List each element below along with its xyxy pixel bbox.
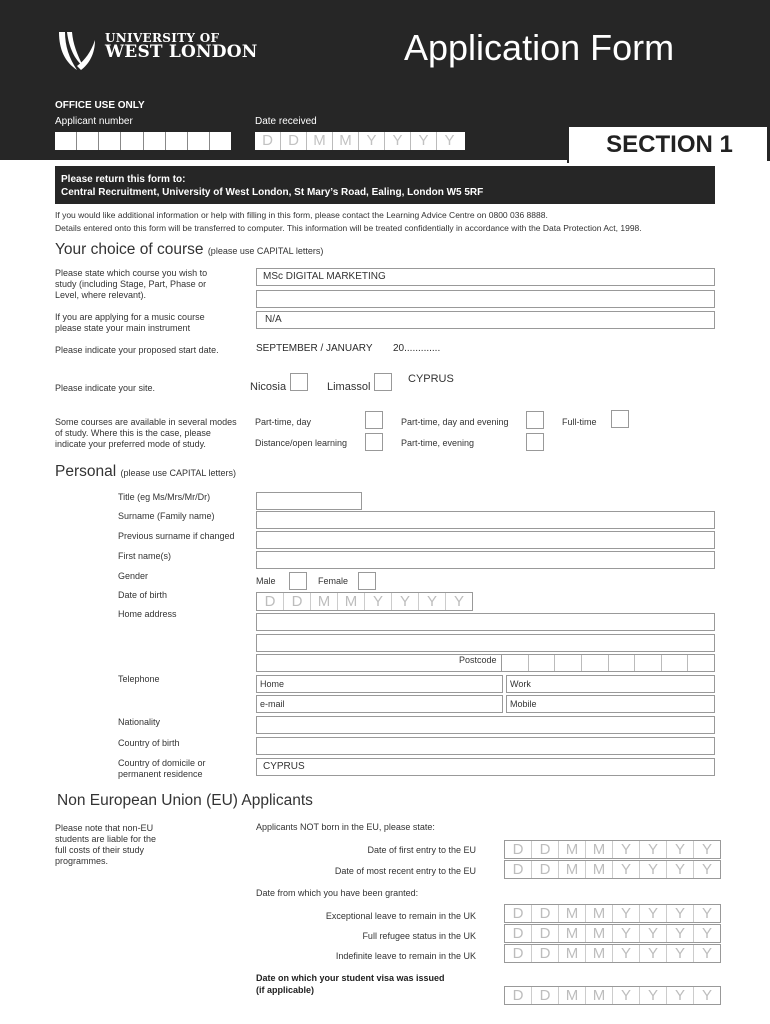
date-mask-cell: Y [701,905,712,922]
applicant-number-field[interactable] [55,132,231,150]
date-mask-cell: D [505,925,532,942]
date-mask-cell: Y [667,905,694,922]
mode-part-evening-checkbox[interactable] [526,433,544,451]
return-address-box [55,166,715,204]
date-mask-cell: Y [667,925,694,942]
date-mask-cell: D [532,945,559,962]
info-line2: Details entered onto this form will be transferred to computer. This information will be treated confidentially in accordance with the Data Protection Act, 1998. [55,223,642,233]
date-mask-cell: Y [667,861,694,878]
date-mask-cell: Y [667,841,694,858]
return-line2: Central Recruitment, University of West London, St Mary’s Road, Ealing, London W5 5RF [61,187,484,198]
date-mask-cell: M [586,945,613,962]
date-mask-cell: Y [613,841,640,858]
not-born-label: Applicants NOT born in the EU, please state: [256,822,435,832]
logo-text-line1: UNIVERSITY OF [105,31,220,45]
mode-part-evening-label: Part-time, evening [401,438,475,448]
applicant-number-label: Applicant number [55,116,133,127]
date-mask-cell: Y [701,841,712,858]
date-mask-cell: Y [640,841,667,858]
course-prompt: Please state which course you wish to study (including Stage, Part, Phase or Level, where relevant). [55,268,208,300]
course-field-2[interactable] [256,290,715,308]
date-mask-cell: M [559,987,586,1004]
section-badge: SECTION 1 [567,127,770,163]
form-title: Application Form [404,27,675,68]
personal-heading: Personal (please use CAPITAL letters) [55,463,237,480]
mode-full-time-checkbox[interactable] [611,410,629,428]
date-mask-cell: M [559,945,586,962]
date-mask-cell: Y [613,925,640,942]
date-mask-cell: D [505,861,532,878]
mode-full-time-label: Full-time [562,417,597,427]
address-field-2[interactable] [256,634,715,652]
exceptional-date-field[interactable] [504,904,721,923]
date-mask-cell: Y [640,945,667,962]
date-mask-cell: M [586,925,613,942]
indefinite-label: Indefinite leave to remain in the UK [335,951,476,961]
previous-surname-label: Previous surname if changed [118,531,235,541]
mode-part-day-evening-label: Part-time, day and evening [401,417,509,427]
email-field[interactable]: e-mail [256,695,503,713]
date-mask-cell: D [505,841,532,858]
previous-surname-field[interactable] [256,531,715,549]
date-mask-cell: Y [701,861,712,878]
country-birth-label: Country of birth [118,738,180,748]
noneu-heading: Non European Union (EU) Applicants [57,792,313,809]
gender-label: Gender [118,571,149,581]
music-prompt: If you are applying for a music course please state your main instrument [55,312,205,333]
return-line1: Please return this form to: [61,174,186,185]
postcode-label: Postcode [459,655,497,665]
date-mask-cell: Y [667,987,694,1004]
first-names-field[interactable] [256,551,715,569]
mode-distance-checkbox[interactable] [365,433,383,451]
date-mask-cell: Y [667,945,694,962]
dob-label: Date of birth [118,590,168,600]
postcode-field[interactable] [501,654,715,672]
start-year-value[interactable]: 20............. [393,343,441,354]
exceptional-label: Exceptional leave to remain in the UK [325,911,476,921]
title-field[interactable] [256,492,362,510]
nationality-field[interactable] [256,716,715,734]
date-mask-cell: Y [613,945,640,962]
office-use-label: OFFICE USE ONLY [55,100,145,111]
date-mask-cell: M [586,987,613,1004]
instrument-field[interactable]: N/A [256,311,715,329]
site-limassol-checkbox[interactable] [374,373,392,391]
date-mask-cell: D [532,905,559,922]
date-mask-cell: D [532,841,559,858]
logo-text-line2: WEST LONDON [105,42,258,62]
work-phone-field[interactable]: Work [506,675,715,693]
visa-date-field[interactable] [504,986,721,1005]
noneu-note: Please note that non-EU students are liable for the full costs of their study programmes. [55,823,157,866]
refugee-label: Full refugee status in the UK [362,931,476,941]
date-mask-cell: Y [613,861,640,878]
site-nicosia-checkbox[interactable] [290,373,308,391]
male-label: Male [256,576,276,586]
domicile-field[interactable]: CYPRUS [256,758,715,776]
date-mask-cell: M [586,905,613,922]
address-label: Home address [118,609,177,619]
site-prompt: Please indicate your site. [55,383,156,393]
nationality-label: Nationality [118,717,161,727]
date-mask-cell: M [559,925,586,942]
date-mask-cell: Y [701,925,712,942]
male-checkbox[interactable] [289,572,307,590]
date-mask-cell: Y [640,925,667,942]
address-field-1[interactable] [256,613,715,631]
recent-entry-label: Date of most recent entry to the EU [334,866,476,876]
mode-prompt: Some courses are available in several modes of study. Where this is the case, please indicate your preferred mode of study. [55,417,237,449]
mode-part-day-label: Part-time, day [255,417,312,427]
date-mask-cell: Y [701,945,712,962]
date-mask-cell: D [505,987,532,1004]
granted-label: Date from which you have been granted: [256,888,419,898]
university-logo-icon [55,30,99,72]
start-date-prompt: Please indicate your proposed start date. [55,345,219,355]
date-mask-cell: M [586,841,613,858]
date-mask-cell: Y [613,987,640,1004]
domicile-label: Country of domicile or permanent residence [118,758,206,779]
mode-part-day-evening-checkbox[interactable] [526,411,544,429]
telephone-label: Telephone [118,674,160,684]
date-received-field[interactable]: D D M M Y Y Y Y [255,132,465,150]
surname-field[interactable] [256,511,715,529]
dob-field[interactable]: D D M M Y Y Y Y [256,592,473,611]
first-entry-label: Date of first entry to the EU [367,845,476,855]
date-mask-cell: Y [613,905,640,922]
date-received-label: Date received [255,116,317,127]
date-mask-cell: D [532,861,559,878]
site-nicosia-label: Nicosia [250,381,287,393]
date-mask-cell: M [559,905,586,922]
recent-entry-date-field[interactable] [504,860,721,879]
female-label: Female [318,576,349,586]
course-heading: Your choice of course (please use CAPITAL letters) [55,241,324,258]
info-line1: If you would like additional information or help with filling in this form, please contact the Learning Advice Centre on 0800 036 8888. [55,210,548,220]
start-date-value[interactable]: SEPTEMBER / JANUARY [256,343,373,354]
date-mask-cell: Y [640,861,667,878]
mode-distance-label: Distance/open learning [255,438,348,448]
date-mask-cell: Y [701,987,712,1004]
date-mask-cell: D [532,987,559,1004]
title-label: Title (eg Ms/Mrs/Mr/Dr) [118,492,211,502]
female-checkbox[interactable] [358,572,376,590]
home-phone-field[interactable]: Home [256,675,503,693]
date-mask-cell: D [505,905,532,922]
date-mask-cell: M [586,861,613,878]
first-names-label: First name(s) [118,551,172,561]
mode-part-day-checkbox[interactable] [365,411,383,429]
date-mask-cell: Y [640,987,667,1004]
visa-label: Date on which your student visa was issued (if applicable) [256,973,445,995]
indefinite-date-field[interactable] [504,944,721,963]
first-entry-date-field[interactable] [504,840,721,859]
mobile-field[interactable]: Mobile [506,695,715,713]
site-note: CYPRUS [408,373,454,385]
date-mask-cell: M [559,861,586,878]
date-mask-cell: D [532,925,559,942]
surname-label: Surname (Family name) [118,511,215,521]
refugee-date-field[interactable] [504,924,721,943]
date-mask-cell: M [559,841,586,858]
site-limassol-label: Limassol [327,381,371,393]
date-mask-cell: Y [640,905,667,922]
country-birth-field[interactable] [256,737,715,755]
date-mask-cell: D [505,945,532,962]
course-field[interactable]: MSc DIGITAL MARKETING [256,268,715,286]
